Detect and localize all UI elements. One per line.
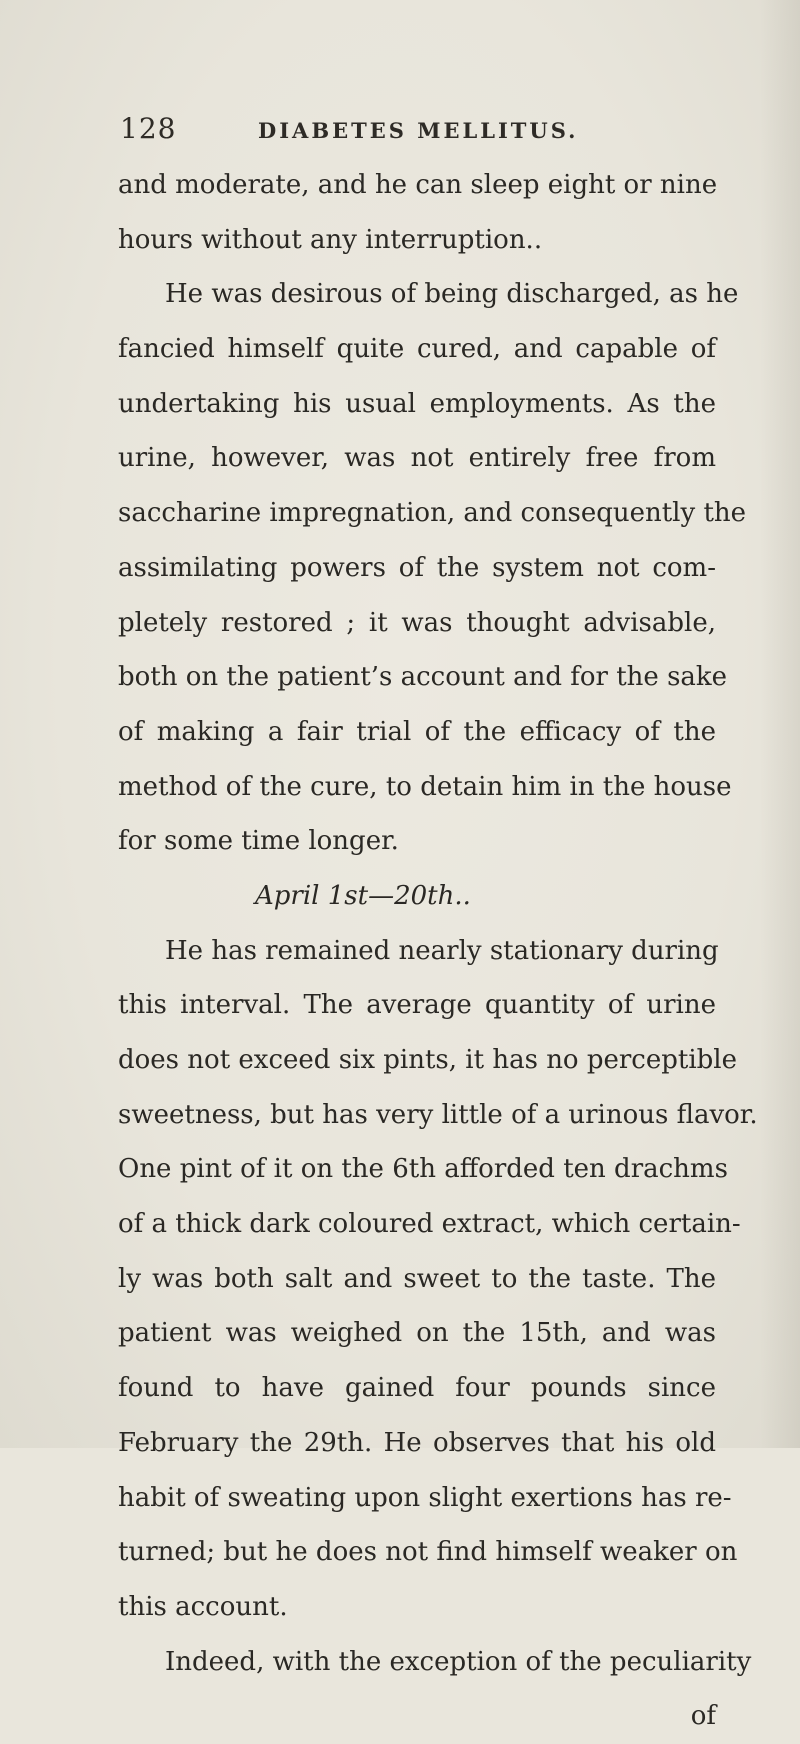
- text-line: ly was both salt and sweet to the taste. The: [118, 1263, 716, 1294]
- text-line: found to have gained four pounds since: [118, 1373, 716, 1404]
- text-line: habit of sweating upon slight exertions has re-: [118, 1482, 732, 1513]
- text-line: urine, however, was not entirely free from: [118, 443, 716, 474]
- text-line: sweetness, but has very little of a urinous flavor.: [118, 1099, 758, 1130]
- text-line: hours without any interruption..: [118, 224, 543, 255]
- text-line: fancied himself quite cured, and capable of: [118, 334, 716, 365]
- paragraph-first-line: Indeed, with the exception of the peculiarity: [165, 1646, 752, 1677]
- text-line: does not exceed six pints, it has no perceptible: [118, 1045, 738, 1075]
- date-heading: April 1st—20th..: [255, 880, 471, 911]
- text-line: for some time longer.: [118, 826, 399, 857]
- text-line: turned; but he does not find himself weaker on: [118, 1537, 738, 1568]
- text-line: One pint of it on the 6th afforded ten drachms: [118, 1154, 728, 1185]
- text-line: undertaking his usual employments. As the: [118, 388, 716, 419]
- text-line: method of the cure, to detain him in the house: [118, 771, 732, 802]
- text-line: saccharine impregnation, and consequently the: [118, 498, 747, 529]
- paragraph-first-line: He was desirous of being discharged, as he: [165, 279, 739, 310]
- paragraph-first-line: He has remained nearly stationary during: [165, 935, 719, 966]
- text-line: pletely restored ; it was thought advisable,: [118, 607, 716, 638]
- page-edge-shadow: [760, 0, 800, 1448]
- text-line: and moderate, and he can sleep eight or nine: [118, 170, 718, 200]
- page-header: [120, 112, 720, 152]
- text-line: assimilating powers of the system not com-: [118, 552, 716, 583]
- page-number: 128: [120, 112, 177, 145]
- text-line: February the 29th. He observes that his old: [118, 1427, 716, 1458]
- catchword: of: [690, 1701, 716, 1732]
- text-line: both on the patient’s account and for the sake: [118, 662, 728, 693]
- text-line: this interval. The average quantity of urine: [118, 990, 716, 1021]
- text-line: this account.: [118, 1591, 288, 1622]
- text-line: patient was weighed on the 15th, and was: [118, 1318, 716, 1349]
- text-line: of making a fair trial of the efficacy of the: [118, 716, 716, 747]
- text-line: of a thick dark coloured extract, which certain-: [118, 1209, 741, 1240]
- running-head: DIABETES MELLITUS.: [258, 118, 579, 143]
- body-text: [118, 158, 758, 1744]
